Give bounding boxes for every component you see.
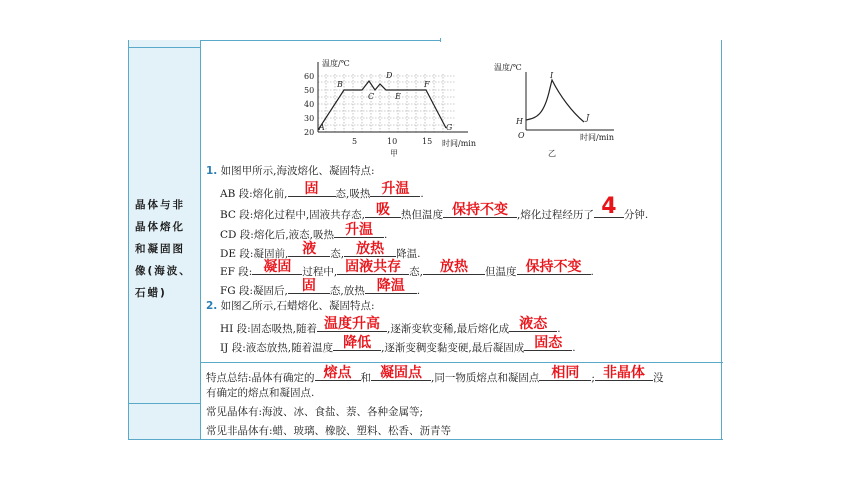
y-tick-20: 20 — [304, 128, 315, 137]
y-tick-50: 50 — [304, 86, 315, 95]
y-axis-label: 温度/℃ — [494, 63, 522, 72]
q2-hi-line: HI 段:固态吸热,随着 温度升高 ,逐渐变软变稀,最后熔化成 液态 . — [220, 316, 561, 335]
y-tick-30: 30 — [304, 114, 315, 123]
y-tick-60: 60 — [304, 72, 315, 81]
q1-ef-line: EF 段: 凝固 过程中, 固液共存 态, 放热 但温度 保持不变 . — [220, 259, 594, 278]
x-tick-15: 15 — [422, 137, 433, 146]
topic-column — [129, 40, 201, 440]
svg-text:I: I — [550, 71, 554, 80]
q1-cd-line: CD 段:熔化后,液态,吸热 升温 . — [220, 222, 388, 241]
x-axis-label: 时间/min — [442, 139, 476, 148]
summary-line-2: 有确定的熔点和凝固点. — [206, 387, 315, 399]
svg-text:H: H — [516, 117, 523, 126]
chart-caption: 乙 — [548, 149, 556, 158]
q1-ab-line: AB 段:熔化前, 固 态,吸热 升温 . — [220, 181, 424, 200]
topic-label: 晶体与非 晶体熔化 和凝固图 像(海波、 石蜡) — [135, 199, 192, 299]
temperature-curve — [526, 80, 584, 122]
svg-text:C: C — [368, 92, 375, 101]
svg-text:J: J — [586, 113, 590, 122]
svg-text:D: D — [386, 71, 393, 80]
summary-line-3: 常见晶体有:海波、冰、食盐、萘、各种金属等; — [206, 406, 424, 418]
q1-de-line: DE 段:凝固前, 液 态, 放热 降温. — [220, 241, 421, 260]
svg-text:O: O — [518, 131, 525, 140]
q2-intro: 2. 如图乙所示,石蜡熔化、凝固特点: — [206, 300, 375, 312]
x-axis-label: 时间/min — [580, 133, 614, 142]
x-tick-5: 5 — [352, 137, 358, 146]
summary-line-4: 常见非晶体有:蜡、玻璃、橡胶、塑料、松香、沥青等 — [206, 425, 452, 437]
q1-intro: 1. 如图甲所示,海波熔化、凝固特点: — [206, 165, 375, 177]
melting-chart-paraffin — [488, 58, 638, 166]
q1-fg-line: FG 段:凝固后, 固 态,放热 降温 . — [220, 278, 421, 297]
q1-bc-line: BC 段:熔化过程中,固液共存态, 吸 热但温度 保持不变 ,熔化过程经历了 4 分钟. — [220, 194, 649, 221]
svg-text:G: G — [446, 123, 453, 132]
y-tick-40: 40 — [304, 100, 315, 109]
y-axis-label: 温度/℃ — [322, 59, 350, 68]
q2-ij-line: IJ 段:液态放热,随着温度 降低 ,逐渐变稠变黏变硬,最后凝固成 固态 . — [220, 335, 576, 354]
summary-line-1: 特点总结:晶体有确定的 熔点 和 凝固点 ,同一物质熔点和凝固点 相同 ; 非晶体 没 — [206, 365, 664, 384]
x-tick-10: 10 — [387, 137, 398, 146]
svg-text:B: B — [337, 80, 343, 89]
melting-chart-haibo — [296, 58, 496, 166]
svg-text:A: A — [319, 123, 325, 132]
svg-text:F: F — [424, 80, 430, 89]
svg-text:E: E — [395, 92, 401, 101]
chart-caption: 甲 — [390, 149, 398, 158]
